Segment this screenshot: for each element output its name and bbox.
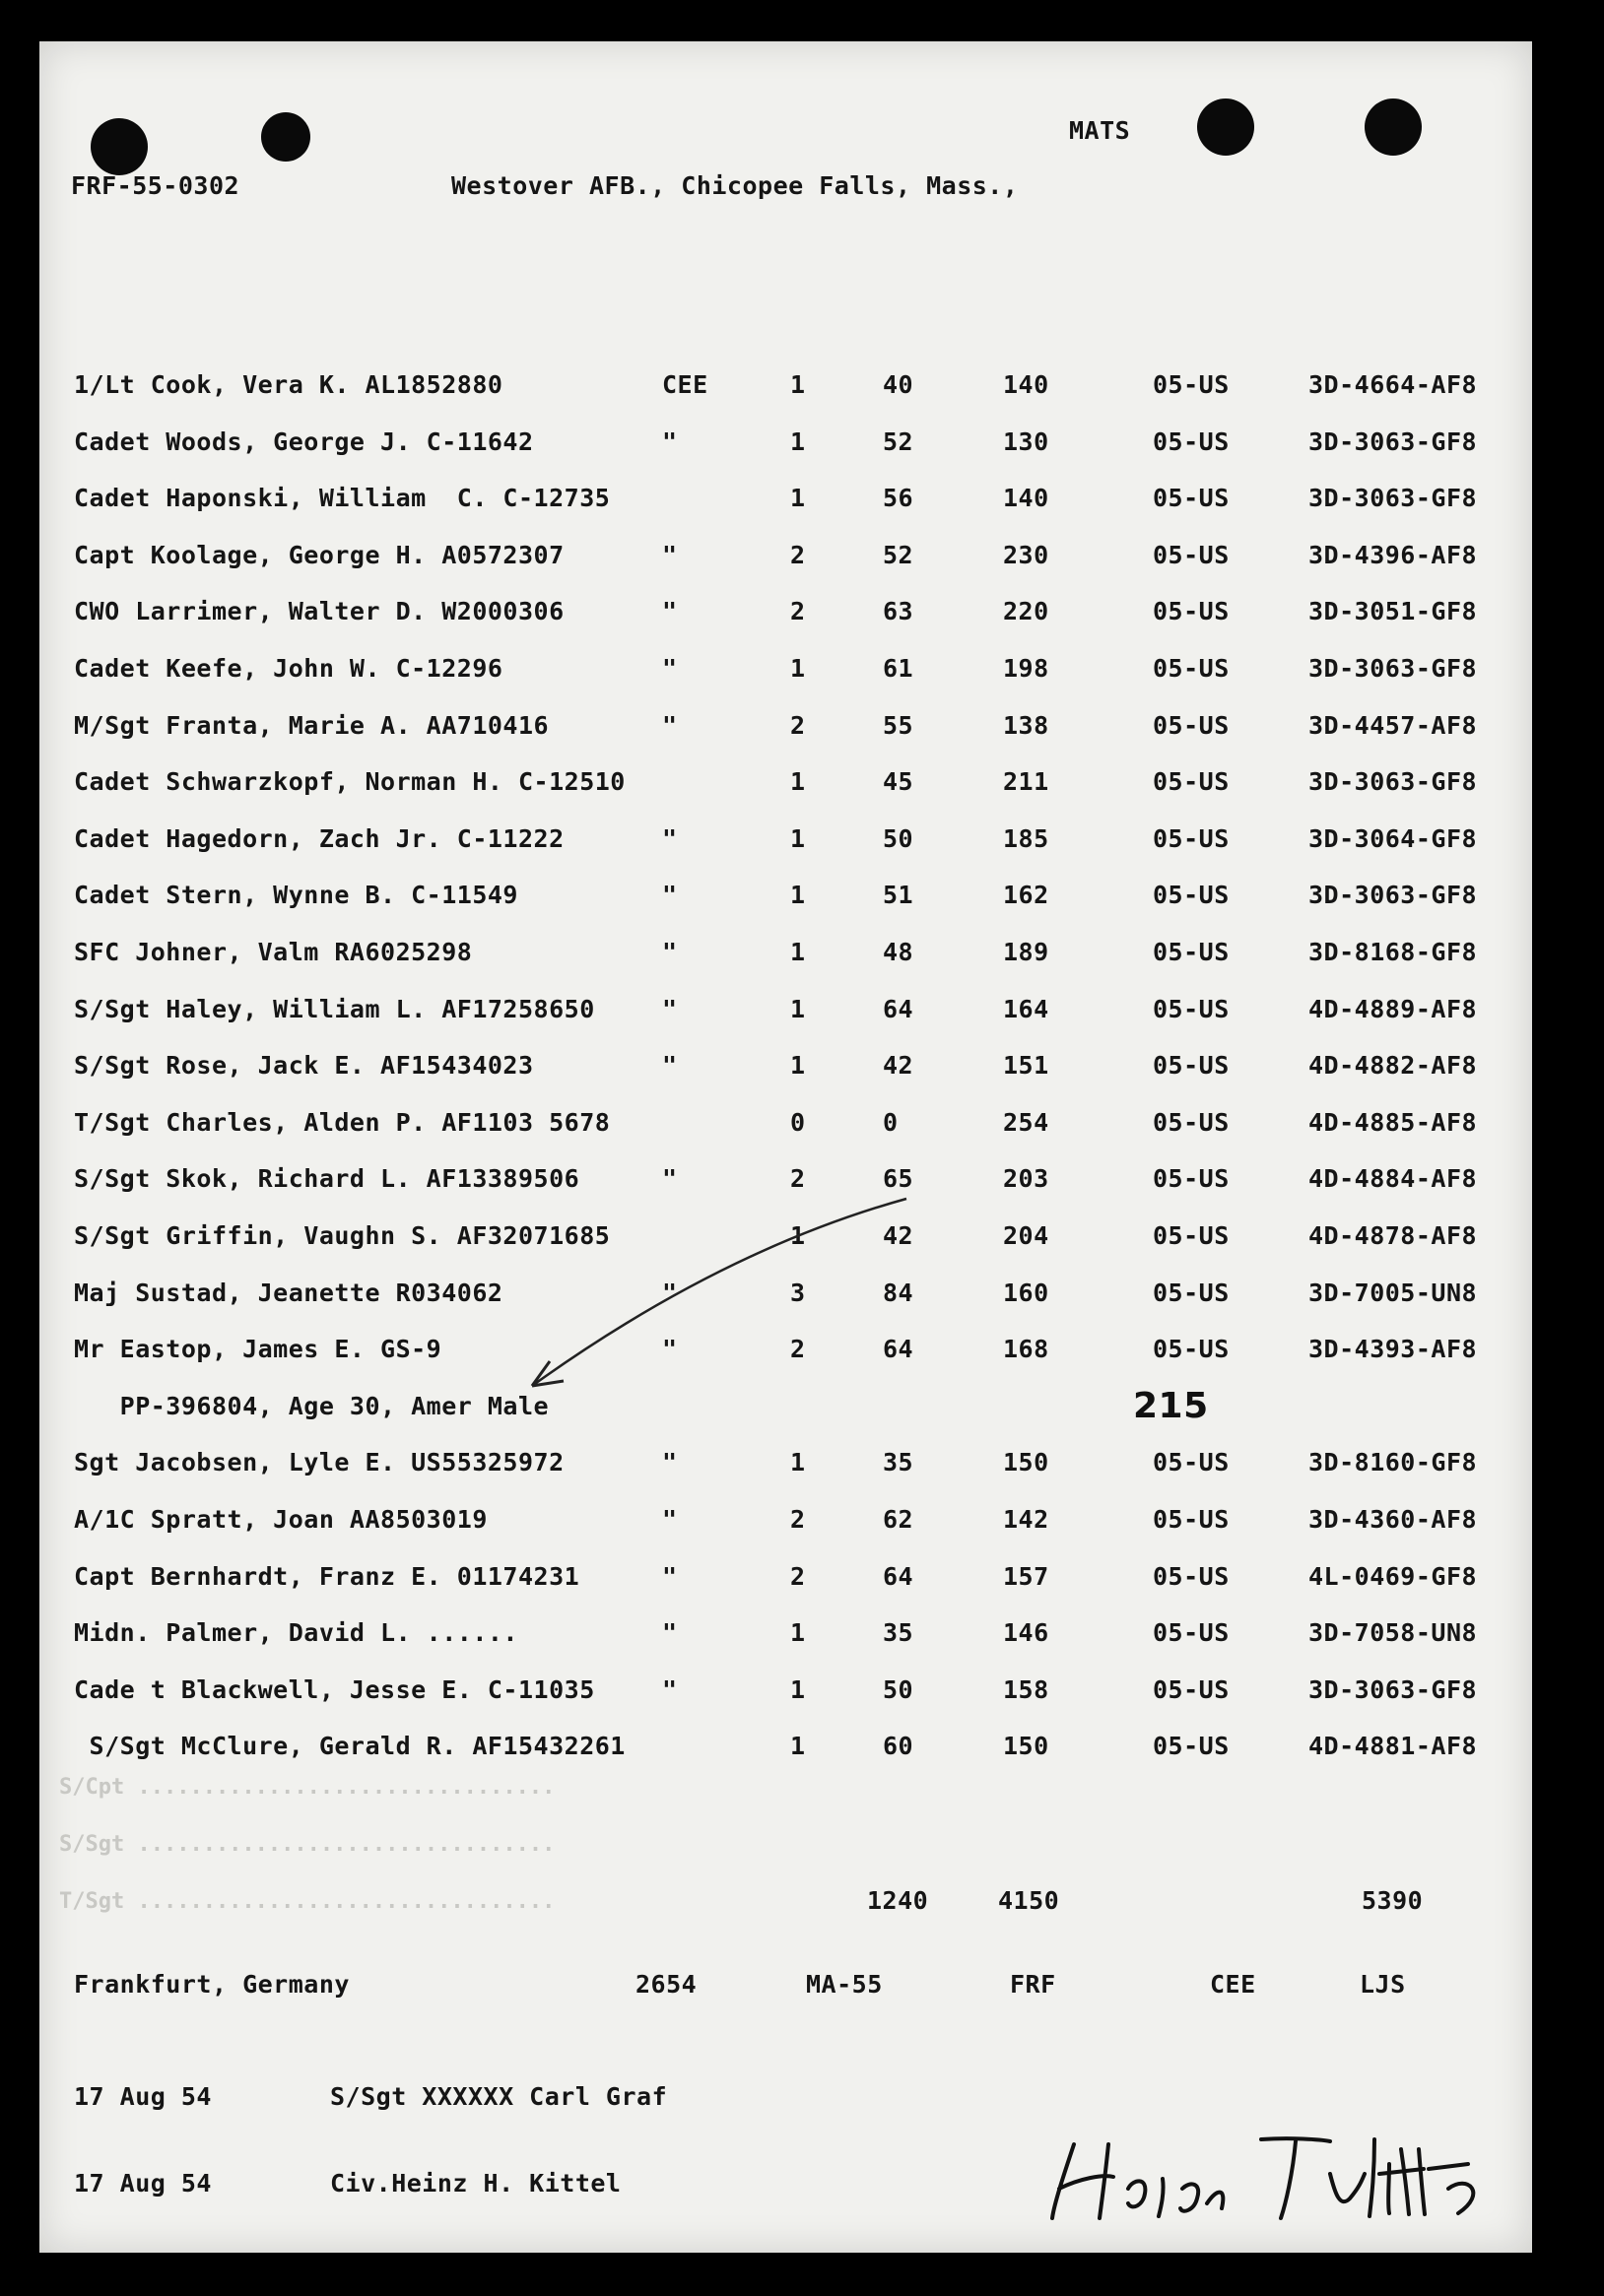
cell-name: Cade t Blackwell, Jesse E. C-11035 <box>74 1675 595 1704</box>
cell-c3: 140 <box>1003 370 1049 399</box>
cell-c3: 158 <box>1003 1675 1049 1704</box>
cell-code: " <box>662 1051 678 1080</box>
footer-cee: CEE <box>1210 1970 1256 1999</box>
cell-name: M/Sgt Franta, Marie A. AA710416 <box>74 711 550 740</box>
cell-c5: 4D-4884-AF8 <box>1308 1164 1478 1193</box>
cell-c2: 64 <box>883 1335 914 1363</box>
cell-c3: 162 <box>1003 881 1049 909</box>
cell-c3: 157 <box>1003 1562 1049 1591</box>
cell-c4: 05-US <box>1153 711 1230 740</box>
cell-c4: 05-US <box>1153 938 1230 966</box>
cell-c5: 3D-3063-GF8 <box>1308 654 1478 683</box>
cell-c4: 05-US <box>1153 597 1230 625</box>
cell-c5: 3D-3063-GF8 <box>1308 484 1478 512</box>
cell-c4: 05-US <box>1153 1221 1230 1250</box>
cell-c1: 0 <box>790 1108 806 1137</box>
punch-hole <box>261 112 310 162</box>
cell-name: Cadet Stern, Wynne B. C-11549 <box>74 881 518 909</box>
cell-c3: 230 <box>1003 541 1049 569</box>
cell-name: Cadet Schwarzkopf, Norman H. C-12510 <box>74 767 626 796</box>
cell-c1: 1 <box>790 654 806 683</box>
header-location: Westover AFB., Chicopee Falls, Mass., <box>451 171 1019 200</box>
cell-c4: 05-US <box>1153 484 1230 512</box>
cell-name: S/Sgt Haley, William L. AF17258650 <box>74 995 595 1023</box>
cell-name: S/Sgt Rose, Jack E. AF15434023 <box>74 1051 534 1080</box>
cell-c4: 05-US <box>1153 1675 1230 1704</box>
cell-c5: 4D-4881-AF8 <box>1308 1732 1478 1760</box>
cell-c2: 35 <box>883 1618 914 1647</box>
cell-c5: 4D-4889-AF8 <box>1308 995 1478 1023</box>
cell-code: " <box>662 1448 678 1476</box>
cell-code: " <box>662 541 678 569</box>
footer-ma: MA-55 <box>806 1970 883 1999</box>
cell-code: " <box>662 938 678 966</box>
cell-c3: 138 <box>1003 711 1049 740</box>
cell-c5: 3D-4457-AF8 <box>1308 711 1478 740</box>
cell-c2: 50 <box>883 824 914 853</box>
cell-c4: 05-US <box>1153 427 1230 456</box>
cell-c2: 45 <box>883 767 914 796</box>
cell-code: CEE <box>662 370 708 399</box>
cell-c2: 56 <box>883 484 914 512</box>
cell-c4: 05-US <box>1153 1448 1230 1476</box>
cell-name: Cadet Haponski, William C. C-12735 <box>74 484 611 512</box>
cell-c2: 50 <box>883 1675 914 1704</box>
cell-c3: 150 <box>1003 1448 1049 1476</box>
cell-c2: 63 <box>883 597 914 625</box>
cell-c1: 1 <box>790 767 806 796</box>
cell-c5: 4D-4885-AF8 <box>1308 1108 1478 1137</box>
footer-line1-date: 17 Aug 54 <box>74 2082 212 2111</box>
cell-c5: 3D-4396-AF8 <box>1308 541 1478 569</box>
total-col5: 5390 <box>1362 1886 1424 1915</box>
cell-c1: 2 <box>790 1562 806 1591</box>
total-col2: 1240 <box>867 1886 929 1915</box>
cell-c5: 3D-4393-AF8 <box>1308 1335 1478 1363</box>
cell-c4: 05-US <box>1153 1618 1230 1647</box>
cell-c1: 1 <box>790 427 806 456</box>
cell-c2: 61 <box>883 654 914 683</box>
cell-code: " <box>662 824 678 853</box>
cell-c1: 2 <box>790 541 806 569</box>
cell-c4: 05-US <box>1153 1051 1230 1080</box>
cell-name: A/1C Spratt, Joan AA8503019 <box>74 1505 488 1534</box>
cell-c1: 1 <box>790 484 806 512</box>
cell-c1: 1 <box>790 824 806 853</box>
cell-name: S/Sgt Skok, Richard L. AF13389506 <box>74 1164 580 1193</box>
cell-code: " <box>662 654 678 683</box>
cell-code: " <box>662 1505 678 1534</box>
total-col3: 4150 <box>998 1886 1060 1915</box>
cell-c4: 05-US <box>1153 1562 1230 1591</box>
cell-c1: 2 <box>790 1164 806 1193</box>
cell-c2: 42 <box>883 1051 914 1080</box>
cell-name: Maj Sustad, Jeanette R034062 <box>74 1279 503 1307</box>
cell-c1: 1 <box>790 1221 806 1250</box>
cell-c1: 1 <box>790 881 806 909</box>
cell-c2: 55 <box>883 711 914 740</box>
cell-c1: 1 <box>790 995 806 1023</box>
cell-c1: 1 <box>790 1448 806 1476</box>
bleed-through-text: S/Cpt ................................ <box>59 1775 556 1800</box>
cell-c4: 05-US <box>1153 1108 1230 1137</box>
cell-c4: 05-US <box>1153 541 1230 569</box>
bleed-through-text: T/Sgt ................................ <box>59 1889 556 1914</box>
cell-c5: 4D-4878-AF8 <box>1308 1221 1478 1250</box>
cell-code: " <box>662 1279 678 1307</box>
punch-hole <box>1197 98 1254 156</box>
cell-c3: 142 <box>1003 1505 1049 1534</box>
footer-ljs: LJS <box>1360 1970 1406 1999</box>
cell-c5: 4D-4882-AF8 <box>1308 1051 1478 1080</box>
pencil-arrow <box>493 1184 926 1410</box>
cell-name: S/Sgt McClure, Gerald R. AF15432261 <box>74 1732 626 1760</box>
cell-c2: 40 <box>883 370 914 399</box>
cell-name: Cadet Woods, George J. C-11642 <box>74 427 534 456</box>
cell-c5: 3D-3063-GF8 <box>1308 767 1478 796</box>
cell-c3: 140 <box>1003 484 1049 512</box>
cell-c3: 204 <box>1003 1221 1049 1250</box>
cell-c4: 05-US <box>1153 1279 1230 1307</box>
cell-c2: 48 <box>883 938 914 966</box>
cell-c4: 05-US <box>1153 1732 1230 1760</box>
cell-code: " <box>662 427 678 456</box>
footer-line2-name: Civ.Heinz H. Kittel <box>330 2169 622 2198</box>
cell-c2: 35 <box>883 1448 914 1476</box>
document-page <box>39 41 1532 2253</box>
cell-c2: 60 <box>883 1732 914 1760</box>
cell-c3: 151 <box>1003 1051 1049 1080</box>
cell-c1: 2 <box>790 711 806 740</box>
footer-frf: FRF <box>1010 1970 1056 1999</box>
cell-name: 1/Lt Cook, Vera K. AL1852880 <box>74 370 503 399</box>
cell-c5: 3D-7058-UN8 <box>1308 1618 1478 1647</box>
footer-place: Frankfurt, Germany <box>74 1970 350 1999</box>
cell-c5: 3D-4360-AF8 <box>1308 1505 1478 1534</box>
cell-name: Cadet Keefe, John W. C-12296 <box>74 654 503 683</box>
footer-number: 2654 <box>635 1970 698 1999</box>
cell-c3: 198 <box>1003 654 1049 683</box>
cell-c4: 05-US <box>1153 824 1230 853</box>
punch-hole <box>1365 98 1422 156</box>
cell-c3: 220 <box>1003 597 1049 625</box>
cell-c5: 3D-3064-GF8 <box>1308 824 1478 853</box>
bleed-through-text: S/Sgt ................................ <box>59 1832 556 1857</box>
cell-c3: 150 <box>1003 1732 1049 1760</box>
cell-c1: 1 <box>790 1051 806 1080</box>
cell-c5: 3D-3051-GF8 <box>1308 597 1478 625</box>
cell-name: Capt Bernhardt, Franz E. 01174231 <box>74 1562 580 1591</box>
cell-c3: 164 <box>1003 995 1049 1023</box>
cell-c4: 05-US <box>1153 1164 1230 1193</box>
cell-code: " <box>662 1562 678 1591</box>
cell-code: " <box>662 995 678 1023</box>
cell-c5: 3D-3063-GF8 <box>1308 1675 1478 1704</box>
cell-name: Mr Eastop, James E. GS-9 <box>74 1335 442 1363</box>
cell-c5: 3D-3063-GF8 <box>1308 881 1478 909</box>
cell-code: " <box>662 1335 678 1363</box>
cell-c5: 3D-3063-GF8 <box>1308 427 1478 456</box>
handwritten-number: 215 <box>1133 1386 1209 1426</box>
cell-name: Cadet Hagedorn, Zach Jr. C-11222 <box>74 824 565 853</box>
cell-code: " <box>662 1618 678 1647</box>
cell-c4: 05-US <box>1153 654 1230 683</box>
cell-c1: 2 <box>790 597 806 625</box>
cell-code: " <box>662 881 678 909</box>
cell-c1: 3 <box>790 1279 806 1307</box>
cell-c4: 05-US <box>1153 767 1230 796</box>
cell-c3: 203 <box>1003 1164 1049 1193</box>
cell-code: " <box>662 1164 678 1193</box>
cell-c2: 62 <box>883 1505 914 1534</box>
cell-c2: 52 <box>883 541 914 569</box>
cell-c1: 1 <box>790 1732 806 1760</box>
cell-c5: 3D-8160-GF8 <box>1308 1448 1478 1476</box>
header-mats: MATS <box>1069 116 1131 145</box>
cell-c5: 3D-4664-AF8 <box>1308 370 1478 399</box>
cell-c4: 05-US <box>1153 995 1230 1023</box>
cell-name: T/Sgt Charles, Alden P. AF1103 5678 <box>74 1108 611 1137</box>
signature-image <box>1035 2120 1507 2228</box>
cell-c3: 189 <box>1003 938 1049 966</box>
footer-line1-name: S/Sgt XXXXXX Carl Graf <box>330 2082 668 2111</box>
cell-c1: 1 <box>790 938 806 966</box>
cell-c3: 160 <box>1003 1279 1049 1307</box>
cell-c2: 52 <box>883 427 914 456</box>
cell-name: S/Sgt Griffin, Vaughn S. AF32071685 <box>74 1221 611 1250</box>
cell-c5: 3D-8168-GF8 <box>1308 938 1478 966</box>
cell-code: " <box>662 1675 678 1704</box>
footer-line2-date: 17 Aug 54 <box>74 2169 212 2198</box>
cell-c4: 05-US <box>1153 881 1230 909</box>
cell-c2: 42 <box>883 1221 914 1250</box>
punch-hole <box>91 118 148 175</box>
cell-c1: 2 <box>790 1505 806 1534</box>
cell-name: CWO Larrimer, Walter D. W2000306 <box>74 597 565 625</box>
cell-name: PP-396804, Age 30, Amer Male <box>74 1392 550 1420</box>
cell-c4: 05-US <box>1153 370 1230 399</box>
cell-name: SFC Johner, Valm RA6025298 <box>74 938 473 966</box>
cell-c3: 130 <box>1003 427 1049 456</box>
cell-c5: 3D-7005-UN8 <box>1308 1279 1478 1307</box>
cell-c3: 185 <box>1003 824 1049 853</box>
cell-code: " <box>662 711 678 740</box>
cell-c2: 64 <box>883 1562 914 1591</box>
cell-c1: 1 <box>790 1618 806 1647</box>
cell-name: Capt Koolage, George H. A0572307 <box>74 541 565 569</box>
cell-c2: 51 <box>883 881 914 909</box>
cell-c1: 1 <box>790 1675 806 1704</box>
cell-c3: 168 <box>1003 1335 1049 1363</box>
cell-name: Midn. Palmer, David L. ...... <box>74 1618 518 1647</box>
header-code: FRF-55-0302 <box>71 171 240 200</box>
cell-c2: 65 <box>883 1164 914 1193</box>
cell-c2: 0 <box>883 1108 899 1137</box>
cell-c3: 254 <box>1003 1108 1049 1137</box>
cell-c3: 211 <box>1003 767 1049 796</box>
cell-c4: 05-US <box>1153 1505 1230 1534</box>
cell-c1: 2 <box>790 1335 806 1363</box>
cell-name: Sgt Jacobsen, Lyle E. US55325972 <box>74 1448 565 1476</box>
cell-c2: 64 <box>883 995 914 1023</box>
cell-c4: 05-US <box>1153 1335 1230 1363</box>
cell-c2: 84 <box>883 1279 914 1307</box>
cell-c1: 1 <box>790 370 806 399</box>
cell-c3: 146 <box>1003 1618 1049 1647</box>
cell-c5: 4L-0469-GF8 <box>1308 1562 1478 1591</box>
cell-code: " <box>662 597 678 625</box>
